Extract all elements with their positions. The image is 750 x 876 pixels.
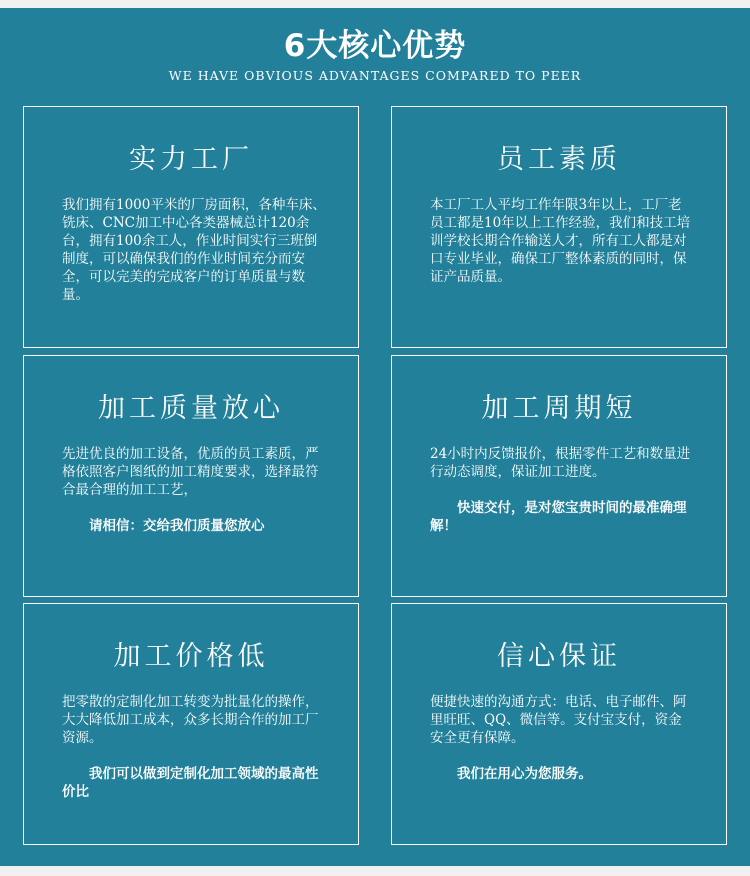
card-title: 加工周期短 xyxy=(481,393,637,424)
page-title: 6大核心优势 xyxy=(283,28,467,64)
card-body xyxy=(62,196,326,304)
card-confidence-guarantee xyxy=(391,603,727,845)
card-highlight: 我们可以做到定制化加工领域的最高性价比 xyxy=(62,766,319,800)
card-highlight: 快速交付，是对您宝贵时间的最准确理解！ xyxy=(430,500,687,534)
card-text: 我们拥有1000平米的厂房面积，各种车床、铣床、CNC加工中心各类器械总计120余台，拥有100余工人，作业时间实行三班倒制度，可以确保我们的作业时间充分而安全，可以完美的完成客户的订单质量与数量。 xyxy=(62,197,326,303)
advantages-panel xyxy=(0,8,750,866)
card-processing-quality xyxy=(23,355,359,597)
card-title: 加工质量放心 xyxy=(98,393,284,424)
card-body xyxy=(62,693,326,801)
card-body xyxy=(62,445,326,535)
card-highlight: 我们在用心为您服务。 xyxy=(457,766,592,782)
card-title: 加工价格低 xyxy=(113,641,269,672)
card-text: 把零散的定制化加工转变为批量化的操作，大大降低加工成本，众多长期合作的加工厂资源。 xyxy=(62,694,319,746)
card-low-price xyxy=(23,603,359,845)
card-title: 员工素质 xyxy=(497,144,621,175)
card-staff-quality xyxy=(391,106,727,348)
page-subtitle: WE HAVE OBVIOUS ADVANTAGES COMPARED TO PEER xyxy=(168,68,582,83)
card-text: 便捷快速的沟通方式：电话、电子邮件、阿里旺旺、QQ、微信等。支付宝支付，资金安全更有保障。 xyxy=(430,694,687,746)
card-text: 本工厂工人平均工作年限3年以上，工厂老员工都是10年以上工作经验，我们和技工培训学校长期合作输送人才，所有工人都是对口专业毕业，确保工厂整体素质的同时，保证产品质量。 xyxy=(430,197,691,285)
card-highlight: 请相信：交给我们质量您放心 xyxy=(89,518,265,534)
bottom-strip xyxy=(0,866,750,876)
card-body xyxy=(430,445,694,535)
card-text: 24小时内反馈报价，根据零件工艺和数量进行动态调度，保证加工进度。 xyxy=(430,446,691,480)
card-short-cycle xyxy=(391,355,727,597)
card-text: 先进优良的加工设备，优质的员工素质，严格依照客户图纸的加工精度要求，选择最符合最合理的加工工艺， xyxy=(62,446,319,498)
card-factory-strength xyxy=(23,106,359,348)
card-body xyxy=(430,693,694,783)
card-title: 实力工厂 xyxy=(129,144,253,175)
card-title: 信心保证 xyxy=(497,641,621,672)
card-body xyxy=(430,196,694,286)
